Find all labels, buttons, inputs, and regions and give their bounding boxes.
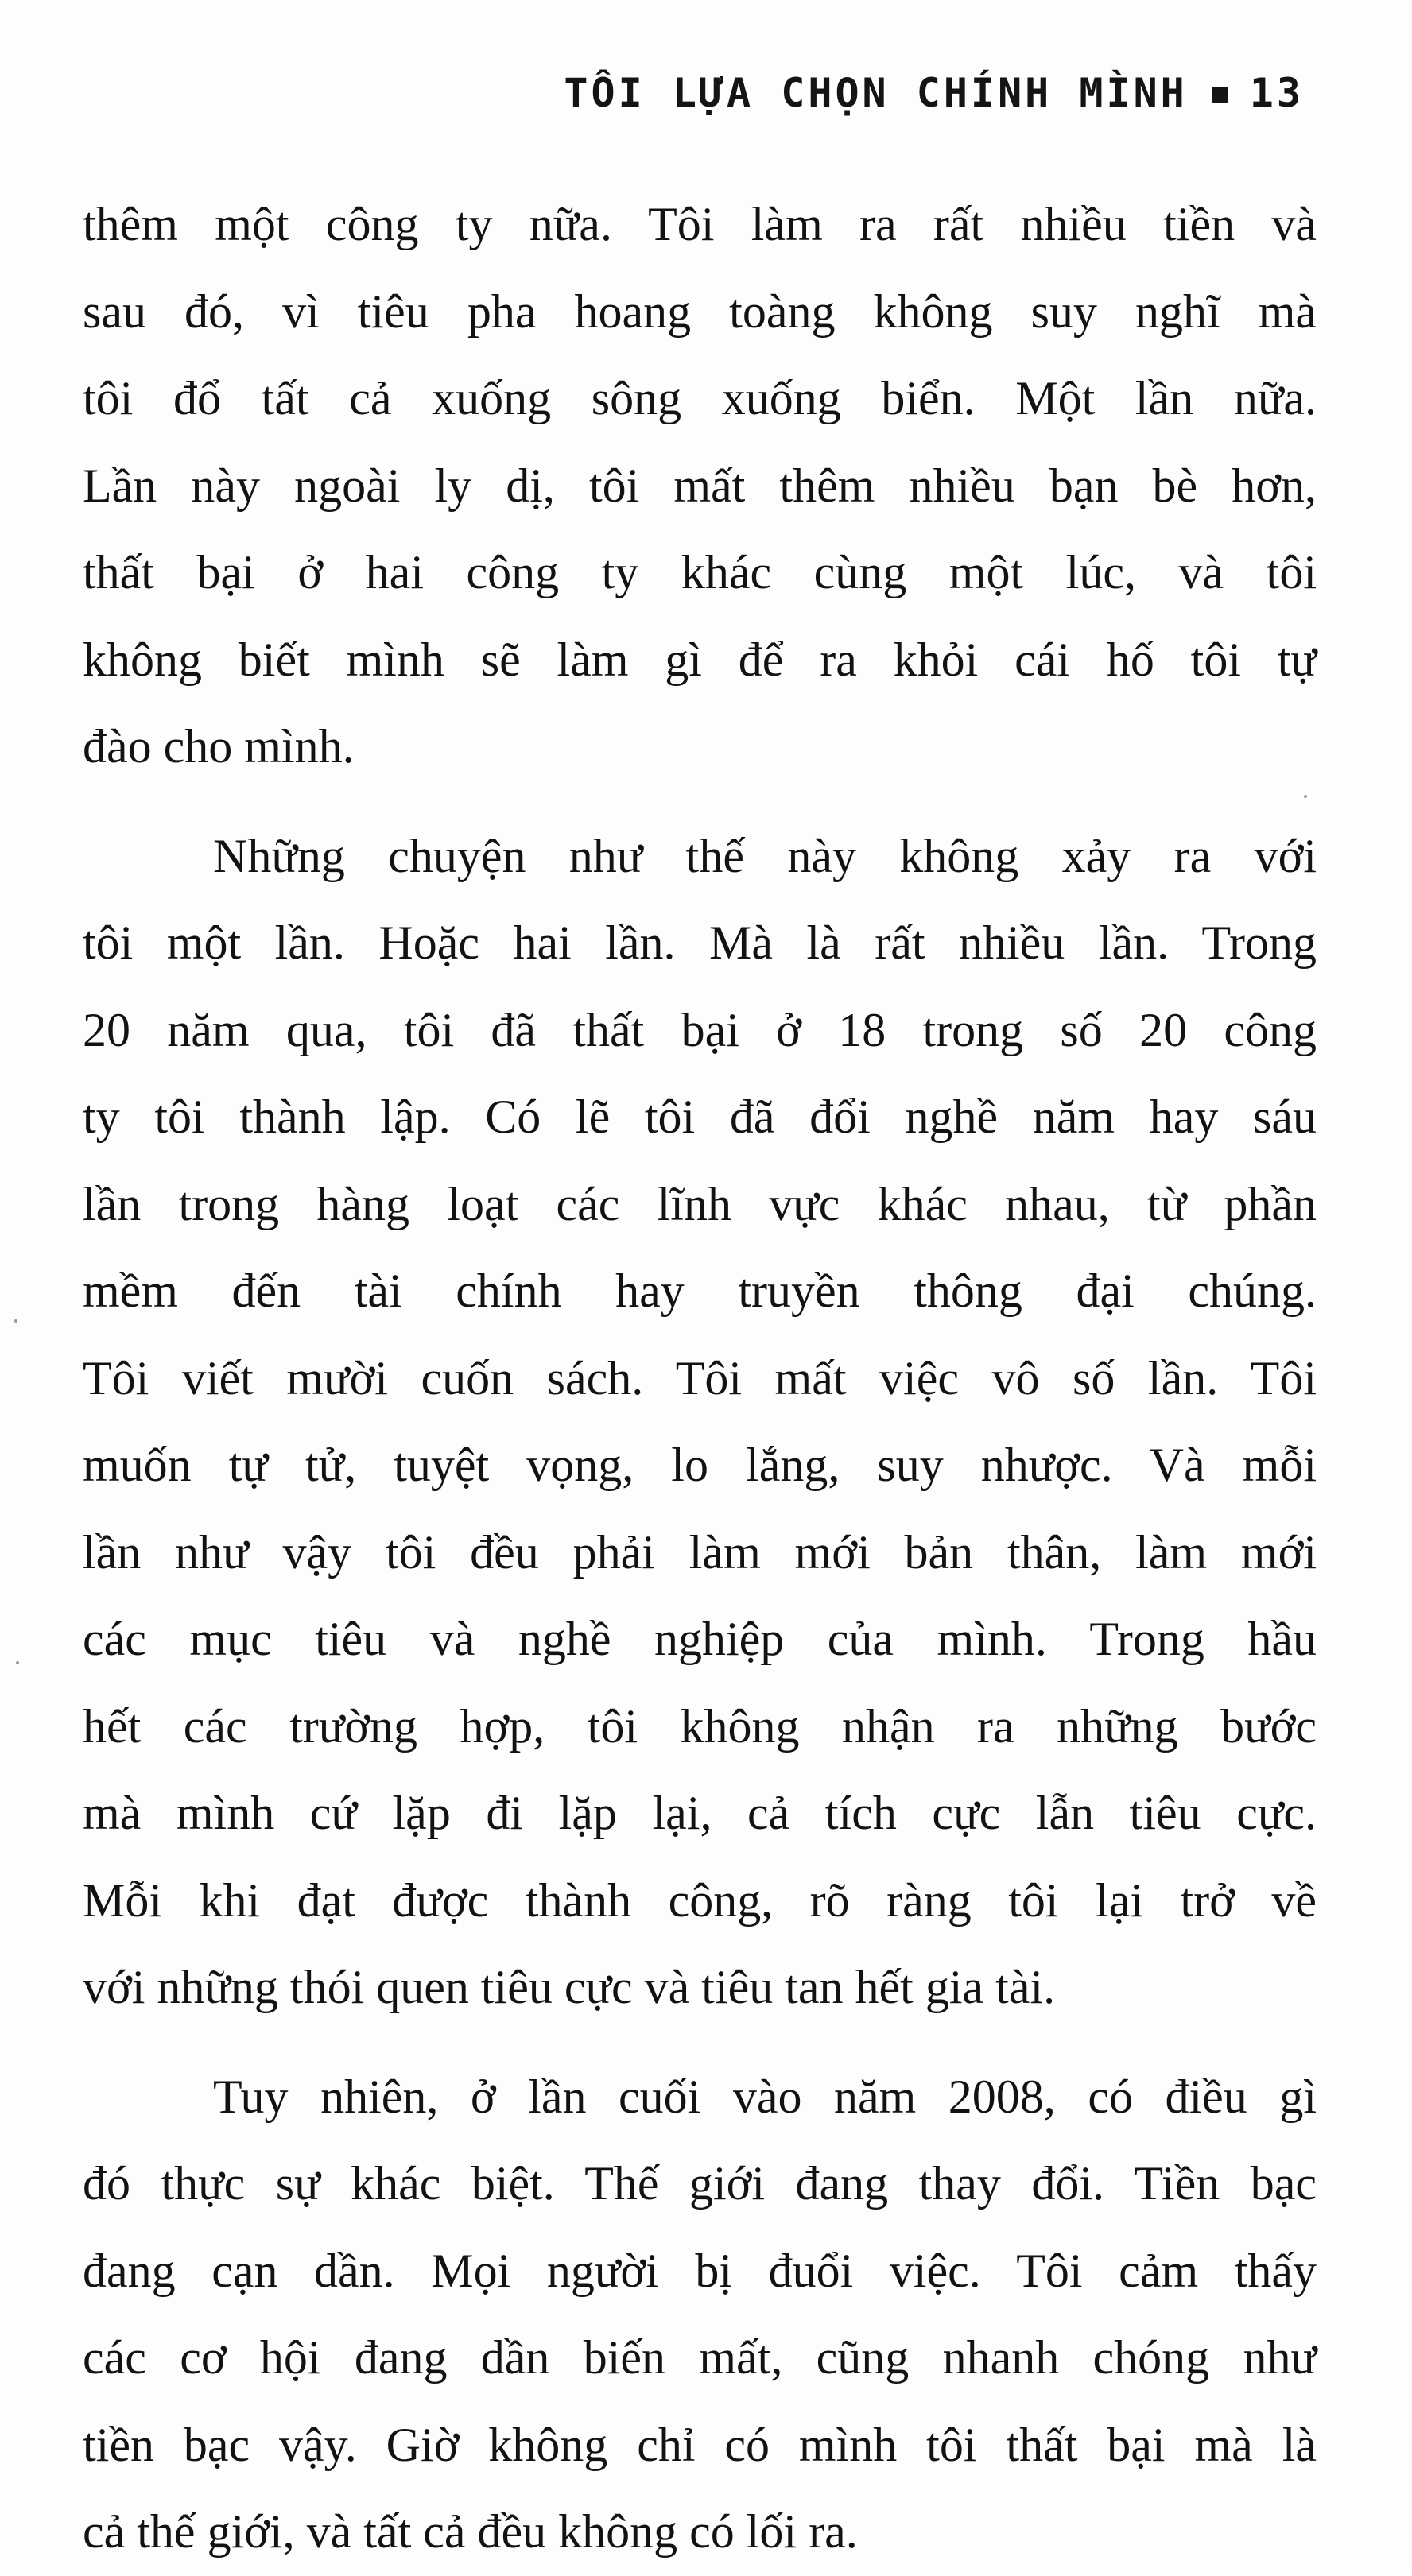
running-header: [0, 70, 1304, 116]
paragraph-1: [83, 181, 1317, 791]
text-line: đó thực sự khác biệt. Thế giới đang thay đổi. Tiền bạc: [83, 2157, 1317, 2210]
text-line: tiền bạc vậy. Giờ không chỉ có mình tôi thất bại mà là: [83, 2418, 1317, 2471]
text-line: sau đó, vì tiêu pha hoang toàng không suy nghĩ mà: [83, 285, 1317, 338]
text-line: với những thói quen tiêu cực và tiêu tan hết gia tài.: [83, 1961, 1056, 2013]
text-line: tôi một lần. Hoặc hai lần. Mà là rất nhiều lần. Trong: [83, 916, 1317, 969]
chapter-title: TÔI LỰA CHỌN CHÍNH MÌNH: [564, 70, 1188, 116]
text-line: thêm một công ty nữa. Tôi làm ra rất nhiều tiền và: [83, 198, 1317, 250]
text-line: Những chuyện như thế này không xảy ra với: [213, 829, 1317, 882]
text-line: Tôi viết mười cuốn sách. Tôi mất việc vô số lần. Tôi: [83, 1351, 1317, 1404]
body-text: [83, 181, 1317, 2576]
text-line: mềm đến tài chính hay truyền thông đại chúng.: [83, 1265, 1317, 1317]
paragraph-2: [83, 813, 1317, 2032]
scan-speck: [14, 1319, 17, 1323]
text-line: lần như vậy tôi đều phải làm mới bản thân, làm mới: [83, 1525, 1317, 1579]
text-line: hết các trường hợp, tôi không nhận ra những bước: [83, 1699, 1317, 1753]
text-line: ty tôi thành lập. Có lẽ tôi đã đổi nghề năm hay sáu: [83, 1090, 1317, 1143]
text-line: không biết mình sẽ làm gì để ra khỏi cái hố tôi tự: [83, 633, 1317, 686]
text-line: Mỗi khi đạt được thành công, rõ ràng tôi lại trở về: [83, 1873, 1317, 1927]
separator-square-icon: [1212, 87, 1228, 103]
text-line: thất bại ở hai công ty khác cùng một lúc, và tôi: [83, 546, 1317, 598]
text-line: đang cạn dần. Mọi người bị đuổi việc. Tôi cảm thấy: [83, 2244, 1317, 2297]
text-line: tôi đổ tất cả xuống sông xuống biển. Một lần nữa.: [83, 372, 1317, 424]
text-line: lần trong hàng loạt các lĩnh vực khác nhau, từ phần: [83, 1177, 1317, 1230]
text-line: các mục tiêu và nghề nghiệp của mình. Trong hầu: [83, 1613, 1317, 1665]
text-line: cả thế giới, và tất cả đều không có lối ra.: [83, 2505, 858, 2558]
text-line: muốn tự tử, tuyệt vọng, lo lắng, suy nhược. Và mỗi: [83, 1439, 1317, 1491]
text-line: 20 năm qua, tôi đã thất bại ở 18 trong số 20 công: [83, 1003, 1317, 1056]
text-line: đào cho mình.: [83, 720, 355, 773]
text-line: Lần này ngoài ly dị, tôi mất thêm nhiều bạn bè hơn,: [83, 459, 1317, 512]
page-number: 13: [1249, 70, 1304, 116]
scan-speck: [16, 1661, 19, 1664]
paragraph-3: [83, 2054, 1317, 2576]
text-line: Tuy nhiên, ở lần cuối vào năm 2008, có điều gì: [213, 2070, 1317, 2123]
scan-speck: [1304, 795, 1307, 798]
text-line: mà mình cứ lặp đi lặp lại, cả tích cực lẫn tiêu cực.: [83, 1787, 1317, 1839]
text-line: các cơ hội đang dần biến mất, cũng nhanh chóng như: [83, 2331, 1317, 2384]
